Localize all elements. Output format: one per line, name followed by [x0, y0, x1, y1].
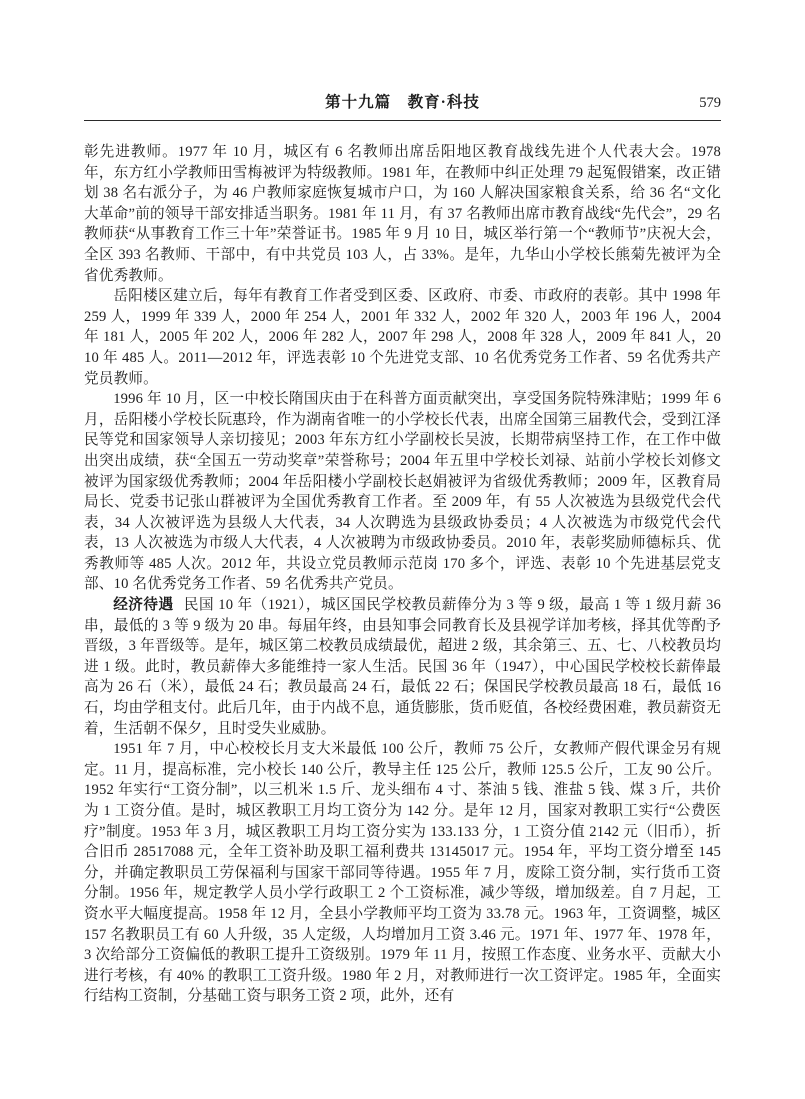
- header-rule: [84, 120, 721, 121]
- paragraph: 彰先进教师。1977 年 10 月，城区有 6 名教师出席岳阳地区教育战线先进个人代表大会。1978 年，东方红小学教师田雪梅被评为特级教师。1981 年，在教师中纠正处理 79 起冤假错案，改正错划 38 名右派分子，为 46 户教师家庭恢复城市户口，为 160 人解决国家粮食关系，给 36 名“文化大革命”前的领导干部安排适当职务。1981 年 11 月，有 37 名教师出席市教育战线“先代会”，29 名教师获“从事教育工作三十年”荣誉证书。1985 年 9 月 10 日，城区举行第一个“教师节”庆祝大会，全区 393 名教师、干部中，有中共党员 103 人，占 33%。是年，九华山小学校长熊菊先被评为全省优秀教师。: [84, 144, 721, 284]
- paragraph-lead: 经济待遇: [113, 597, 174, 614]
- paragraph: 1951 年 7 月，中心校校长月支大米最低 100 公斤，教师 75 公斤，女教师产假代课金另有规定。11 月，提高标准，完小校长 140 公斤，教导主任 125 公斤，教师 125.5 公斤，工友 90 公斤。1952 年实行“工资分制”，以三机米 1.5 斤、龙头细布 4 寸、茶油 5 钱、淮盐 5 钱、煤 3 斤，共价为 1 工资分值。是时，城区教职工月均工资分为 142 分。是年 12 月，国家对教职工实行“公费医疗”制度。1953 年 3 月，城区教职工月均工资分实为 133.133 分，1 工资分值 2142 元（旧币），折合旧币 28517088 元，全年工资补助及职工福利费共 13145017 元。1954 年，平均工资分增至 145 分，并确定教职员工劳保福利与国家干部同等待遇。1955 年 7 月，废除工资分制，实行货币工资分制。1956 年，规定教学人员小学行政职工 2 个工资标准，减少等级，增加级差。自 7 月起，工资水平大幅度提高。1958 年 12 月，全县小学教师平均工资为 33.78 元。1963 年，工资调整，城区 157 名教职员工有 60 人升级，35 人定级，人均增加月工资 3.46 元。1971 年、1977 年、1978 年，3 次给部分工资偏低的教职工提升工资级别。1979 年 11 月，按照工作态度、业务水平、贡献大小进行考核，有 40% 的教职工工资升级。1980 年 2 月，对教师进行一次工资评定。1985 年，全面实行结构工资制，分基础工资与职务工资 2 项，此外，还有: [84, 741, 721, 1005]
- page-number: 579: [699, 95, 721, 111]
- page-body: [84, 142, 721, 1007]
- chapter-title: 第十九篇 教育·科技: [325, 94, 480, 111]
- paragraph: 经济待遇 民国 10 年（1921），城区国民学校教员薪俸分为 3 等 9 级，最高 1 等 1 级月薪 36 串，最低的 3 等 9 级为 20 串。每届年终，由县知事会同教育长及县视学详加考核，择其优等酌予晋级，3 年晋级等。是年，城区第二校教员成绩最优，超进 2 级，其余第三、五、七、八校教员均进 1 级。此时，教员薪俸大多能维持一家人生活。民国 36 年（1947），中心国民学校校长薪俸最高为 26 石（米），最低 24 石；教员最高 24 石，最低 22 石；保国民学校教员最高 18 石，最低 16 石，均由学租支付。此后几年，由于内战不息，通货膨胀，货币贬值，各校经费困难，教员薪资无着，生活朝不保夕，且时受失业威胁。: [84, 597, 721, 737]
- paragraph: 1996 年 10 月，区一中校长隋国庆由于在科普方面贡献突出，享受国务院特殊津贴；1999 年 6 月，岳阳楼小学校长阮惠玲，作为湖南省唯一的小学校长代表，出席全国第三届教代会，受到江泽民等党和国家领导人亲切接见；2003 年东方红小学副校长吴波，长期带病坚持工作，在工作中做出突出成绩，获“全国五一劳动奖章”荣誉称号；2004 年五里中学校长刘禄、站前小学校长刘修文被评为国家级优秀教师；2004 年岳阳楼小学副校长赵娟被评为省级优秀教师；2009 年，区教育局局长、党委书记张山群被评为全国优秀教育工作者。至 2009 年，有 55 人次被选为县级党代会代表，34 人次被评选为县级人大代表，34 人次聘选为县级政协委员；4 人次被选为市级党代会代表，13 人次被选为市级人大代表，4 人次被聘为市级政协委员。2010 年，表彰奖励师德标兵、优秀教师等 485 人次。2012 年，共设立党员教师示范岗 170 多个，评选、表彰 10 个先进基层党支部、10 名优秀党务工作者、59 名优秀共产党员。: [84, 391, 721, 593]
- page-header: [84, 92, 721, 114]
- paragraph: 岳阳楼区建立后，每年有教育工作者受到区委、区政府、市委、市政府的表彰。其中 1998 年 259 人，1999 年 339 人，2000 年 254 人，2001 年 332 人，2002 年 320 人，2003 年 196 人，2004 年 181 人，2005 年 202 人，2006 年 282 人，2007 年 298 人，2008 年 328 人，2009 年 841 人，2010 年 485 人。2011—2012 年，评选表彰 10 个先进党支部、10 名优秀党务工作者、59 名优秀共产党员教师。: [84, 288, 721, 387]
